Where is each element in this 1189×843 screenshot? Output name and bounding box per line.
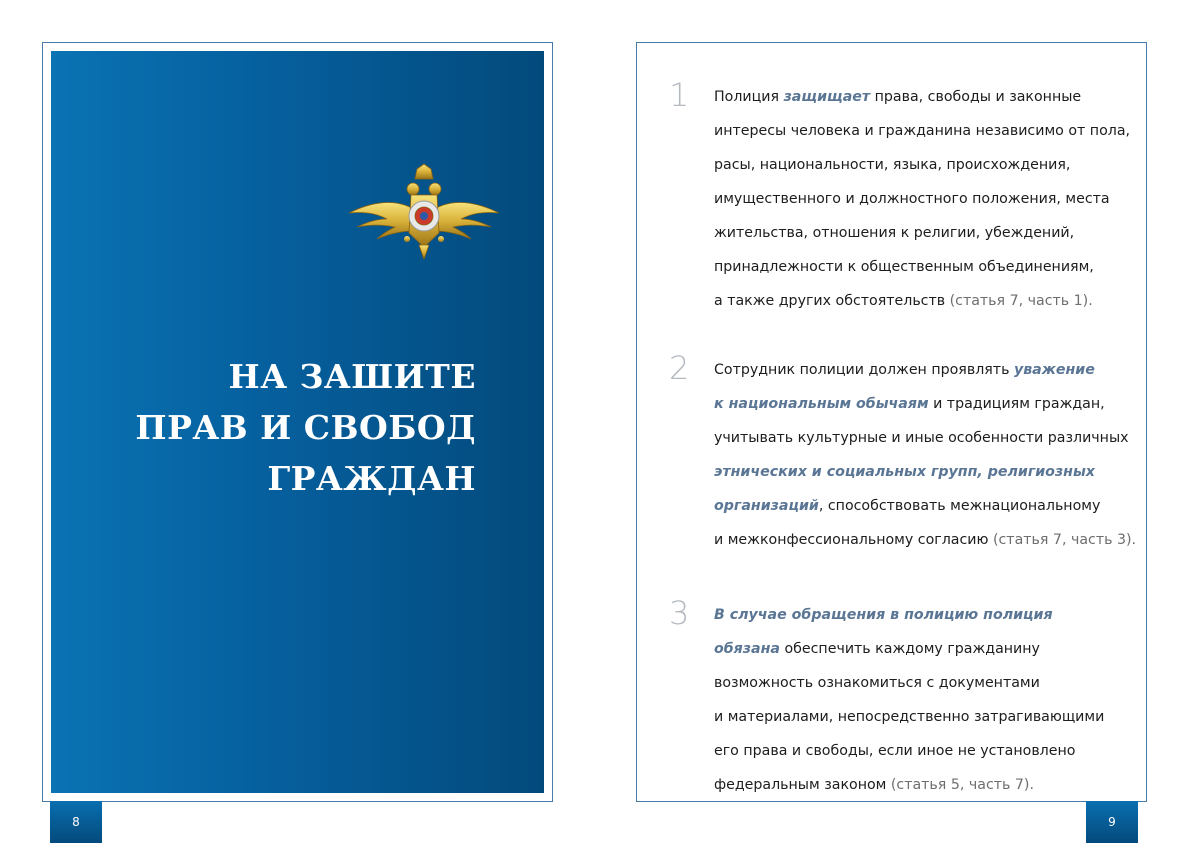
page-number-left: 8 [50, 801, 102, 843]
text-line [714, 250, 1144, 284]
text-run: имущественного и должностного положения, места [714, 191, 1110, 207]
highlight-text: организаций [714, 498, 819, 514]
text-run: интересы человека и гражданина независимо от пола, [714, 123, 1131, 139]
text-run: и материалами, непосредственно затрагивающими [714, 709, 1105, 725]
text-run: и традициям граждан, [928, 396, 1105, 412]
text-line [714, 700, 1144, 734]
item-text [714, 353, 1144, 557]
item-number: 1 [669, 76, 690, 114]
cover-title-line: ПРАВ И СВОБОД [135, 408, 476, 447]
text-line [714, 632, 1144, 666]
text-run: учитывать культурные и иные особенности различных [714, 430, 1129, 446]
text-line [714, 666, 1144, 700]
text-run: его права и свободы, если иное не установлено [714, 743, 1076, 759]
text-run: права, свободы и законные [870, 89, 1082, 105]
text-line [714, 523, 1144, 557]
text-line [714, 387, 1144, 421]
law-reference: (статья 7, часть 1). [949, 293, 1093, 309]
text-run: , способствовать межнациональному [818, 498, 1101, 514]
item-number: 2 [669, 349, 690, 387]
item-text [714, 80, 1144, 318]
cover-title [135, 351, 476, 504]
cover-panel [51, 51, 544, 793]
highlight-text: уважение [1013, 362, 1095, 378]
text-line [714, 353, 1144, 387]
text-run: Полиция [714, 89, 784, 105]
text-run: федеральным законом [714, 777, 891, 793]
highlight-text: защищает [783, 89, 871, 105]
text-line [714, 114, 1144, 148]
text-line [714, 80, 1144, 114]
text-run: жительства, отношения к религии, убеждений, [714, 225, 1075, 241]
text-line [714, 768, 1144, 802]
text-line [714, 455, 1144, 489]
police-emblem-icon [347, 161, 501, 261]
text-run: принадлежности к общественным объединениям, [714, 259, 1094, 275]
text-line [714, 148, 1144, 182]
highlight-text: В случае обращения в полицию полиция [714, 607, 1053, 623]
right-page [636, 42, 1147, 802]
text-run: Сотрудник полиции должен проявлять [714, 362, 1014, 378]
item-text [714, 598, 1144, 802]
text-line [714, 734, 1144, 768]
text-run: обеспечить каждому гражданину [779, 641, 1040, 657]
highlight-text: обязана [714, 641, 780, 657]
cover-title-line: НА ЗАШИТЕ [228, 357, 476, 396]
text-line [714, 489, 1144, 523]
law-reference: (статья 5, часть 7). [890, 777, 1034, 793]
text-line [714, 421, 1144, 455]
text-run: и межконфессиональному согласию [714, 532, 993, 548]
highlight-text: к национальным обычаям [714, 396, 929, 412]
text-run: расы, национальности, языка, происхождения, [714, 157, 1071, 173]
text-run: возможность ознакомиться с документами [714, 675, 1040, 691]
left-page [42, 42, 553, 802]
highlight-text: этнических и социальных групп, религиозных [714, 464, 1095, 480]
page-number-right: 9 [1086, 801, 1138, 843]
text-line [714, 182, 1144, 216]
cover-title-line: ГРАЖДАН [267, 459, 476, 498]
text-run: а также других обстоятельств [714, 293, 950, 309]
text-line [714, 284, 1144, 318]
law-reference: (статья 7, часть 3). [992, 532, 1137, 548]
text-line [714, 216, 1144, 250]
item-number: 3 [669, 594, 690, 632]
text-line [714, 598, 1144, 632]
